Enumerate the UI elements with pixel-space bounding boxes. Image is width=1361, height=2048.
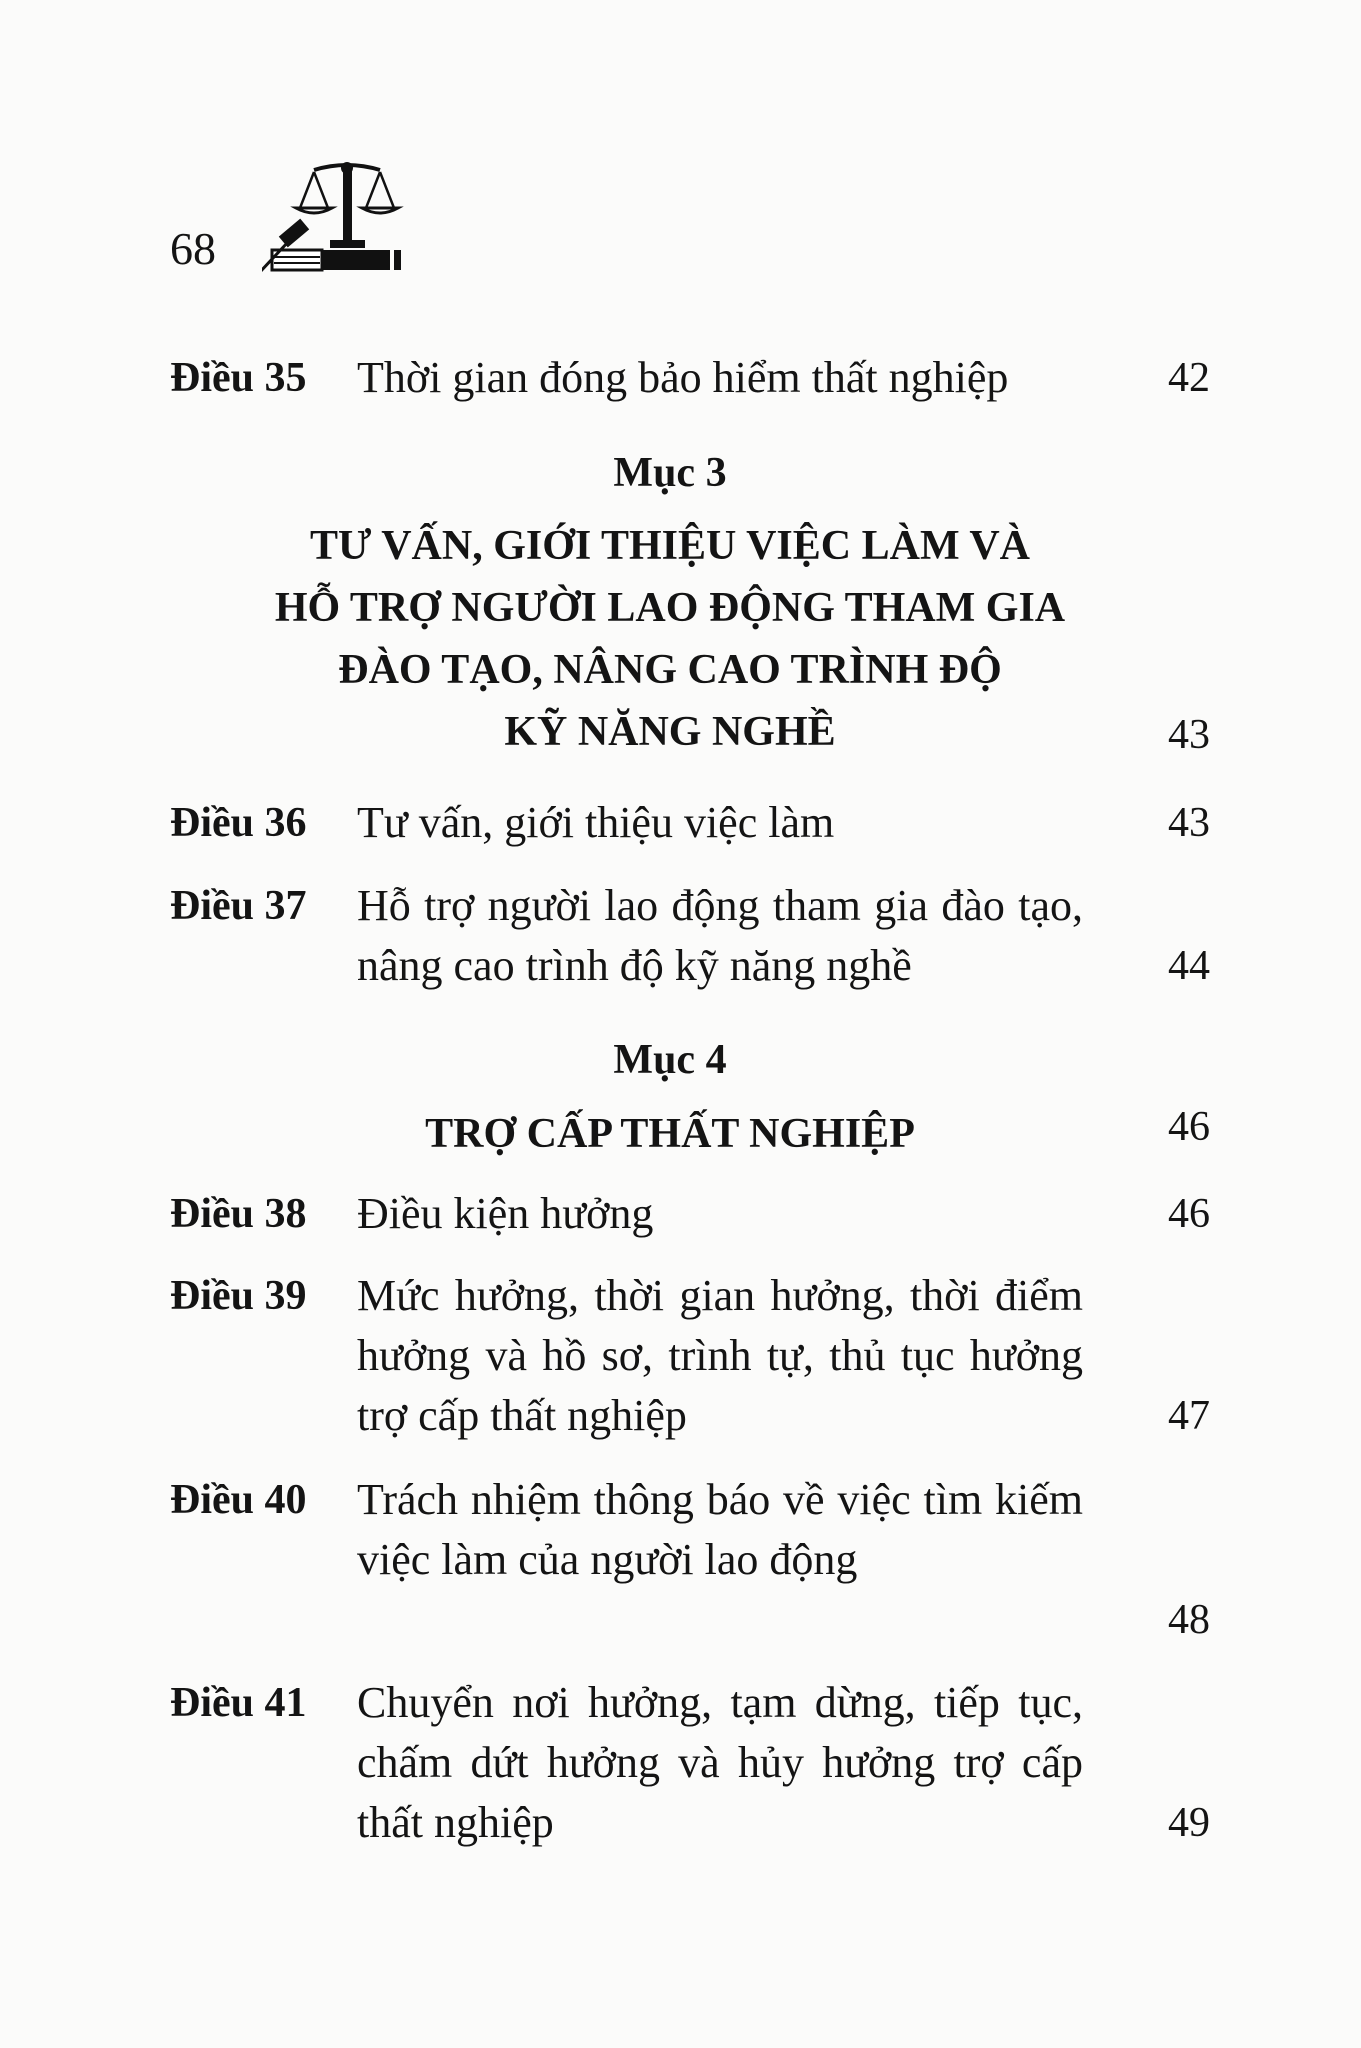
entry-page-number: 48 bbox=[1168, 1597, 1210, 1643]
section-title-muc-4[interactable] bbox=[170, 1103, 1170, 1165]
entry-label: Điều 39 bbox=[170, 1273, 307, 1319]
toc-entry-dieu-35[interactable] bbox=[170, 348, 1210, 408]
toc-entry-dieu-41[interactable] bbox=[170, 1673, 1210, 1853]
entry-page-number: 42 bbox=[1168, 355, 1210, 401]
section-title-line: HỖ TRỢ NGƯỜI LAO ĐỘNG THAM GIA bbox=[274, 585, 1066, 631]
toc-entry-dieu-40[interactable] bbox=[170, 1470, 1210, 1650]
page-number: 68 bbox=[170, 223, 216, 274]
toc-entry-dieu-39[interactable] bbox=[170, 1266, 1210, 1446]
entry-page-number: 43 bbox=[1168, 800, 1210, 846]
section-page-number: 46 bbox=[1168, 1104, 1210, 1150]
entry-page-number: 49 bbox=[1168, 1800, 1210, 1846]
entry-label: Điều 41 bbox=[170, 1680, 307, 1726]
entry-title: Trách nhiệm thông báo về việc tìm kiếm việc làm của người lao động bbox=[357, 1475, 1083, 1584]
entry-label: Điều 38 bbox=[170, 1191, 307, 1237]
page-header bbox=[170, 160, 570, 280]
toc-entry-dieu-37[interactable] bbox=[170, 876, 1210, 996]
entry-page-number: 47 bbox=[1168, 1393, 1210, 1439]
section-page-number: 43 bbox=[1168, 712, 1210, 758]
section-heading-muc-4: Mục 4 bbox=[613, 1037, 727, 1083]
section-heading-muc-3: Mục 3 bbox=[613, 450, 727, 496]
entry-page-number: 46 bbox=[1168, 1191, 1210, 1237]
section-title-line: ĐÀO TẠO, NÂNG CAO TRÌNH ĐỘ bbox=[338, 647, 1002, 693]
entry-label: Điều 40 bbox=[170, 1477, 307, 1523]
section-title-line: TRỢ CẤP THẤT NGHIỆP bbox=[425, 1111, 915, 1157]
entry-label: Điều 36 bbox=[170, 800, 307, 846]
entry-label: Điều 35 bbox=[170, 355, 307, 401]
toc-entry-dieu-38[interactable] bbox=[170, 1184, 1210, 1244]
section-title-muc-3[interactable] bbox=[170, 515, 1170, 763]
entry-title: Hỗ trợ người lao động tham gia đào tạo, nâng cao trình độ kỹ năng nghề bbox=[357, 881, 1083, 990]
entry-title: Chuyển nơi hưởng, tạm dừng, tiếp tục, chấm dứt hưởng và hủy hưởng trợ cấp thất nghiệp bbox=[357, 1678, 1083, 1847]
entry-label: Điều 37 bbox=[170, 883, 307, 929]
entry-title: Thời gian đóng bảo hiểm thất nghiệp bbox=[357, 353, 1009, 402]
section-title-line: KỸ NĂNG NGHỀ bbox=[504, 709, 836, 755]
scales-of-justice-gavel-icon bbox=[262, 160, 432, 275]
entry-title: Mức hưởng, thời gian hưởng, thời điểm hưởng và hồ sơ, trình tự, thủ tục hưởng trợ cấp thất nghiệp bbox=[357, 1271, 1083, 1440]
entry-title: Điều kiện hưởng bbox=[357, 1189, 654, 1238]
toc-entry-dieu-36[interactable] bbox=[170, 793, 1210, 853]
section-title-line: TƯ VẤN, GIỚI THIỆU VIỆC LÀM VÀ bbox=[310, 523, 1030, 569]
entry-title: Tư vấn, giới thiệu việc làm bbox=[357, 798, 835, 847]
entry-page-number: 44 bbox=[1168, 943, 1210, 989]
